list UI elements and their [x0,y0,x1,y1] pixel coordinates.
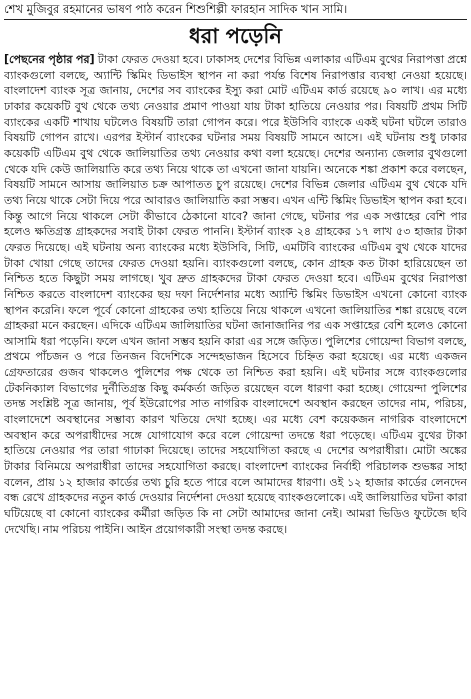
previous-article-tail: শেখ মুজিবুর রহমানের ভাষণ পাঠ করেন শিশুশিল্পী ফারহান সাদিক খান সামি। [4,2,348,16]
article-text: টাকা ফেরত দেওয়া হবে। ঢাকাসহ দেশের বিভিন্ন এলাকার এটিএম বুথের নিরাপত্তা প্রশ্নে ব্যাংকগুলো বলছে, অ্যান্টি স্কিমিং ডিভাইস স্থাপন না করা পর্যন্ত বিশেষ নিরাপত্তার ব্যবস্থা নেওয়া হয়েছে। বাংলাদেশ ব্যাংক সূত্র জানায়, দেশের সব ব্যাংকের ইস্যু করা মোট এটিএম কার্ড রয়েছে ৯০ লাখ। এর মধ্যে ঢাকার কয়েকটি বুথ থেকে তথ্য নেওয়ার প্রমাণ পাওয়া যায় টাকা হাতিয়ে নেওয়ার পর। বিষয়টি প্রথম সিটি ব্যাংকের একটি শাখায় ঘটলেও বিষয়টি তারা গোপন করে। পরে ইউসিবি ব্যাংকে একই ঘটনা ঘটলে তারাও বিষয়টি গোপন রাখে। এরপর ইস্টার্ন ব্যাংকের ঘটনার সময় বিষয়টি সামনে আসে। এই ঘটনায় শুধু ঢাকার কয়েকটি এটিএম বুথ থেকে জালিয়াতির তথ্য নেওয়ার কথা বলা হয়েছে। দেশের অন্যান্য জেলার বুথগুলো থেকে যদি কেউ জালিয়াতি করে তথ্য নিয়ে থাকে তা এখনো জানা যায়নি। অনেকে শঙ্কা প্রকাশ করে বলছেন, বিষয়টি সামনে আসায় জালিয়াত চক্র আপাতত চুপ রয়েছে। দেশের বিভিন্ন জেলার এটিএম বুথ থেকে যদি তথ্য নিয়ে থাকে সেটা দিয়ে পরে আবারও জালিয়াতি করা সম্ভব। এখন এন্টি স্কিমিং ডিভাইস স্থাপন করা হবে। কিন্তু আগে নিয়ে থাকলে সেটা কীভাবে ঠেকানো যাবে? জানা গেছে, ঘটনার পর এক সপ্তাহের বেশি পার হলেও ক্ষতিগ্রস্ত গ্রাহকদের সবাই টাকা ফেরত পাননি। ইস্টার্ন ব্যাংক ২৪ গ্রাহকের ১৭ লাখ ৫৩ হাজার টাকা ফেরত দিয়েছে। এই ঘটনায় অন্য ব্যাংকের মধ্যে ইউসিবি, সিটি, এমটিবি ব্যাংকের এটিএম বুথ থেকে যাদের টাকা খোয়া গেছে তাদের ফেরত দেওয়া হয়নি। ব্যাংকগুলো বলছে, কোন গ্রাহক কত টাকা হারিয়েছেন তা নিশ্চিত হতে কিছুটা সময় লাগছে। খুব দ্রুত গ্রাহকদের টাকা ফেরত দেওয়া হবে। এটিএম বুথের নিরাপত্তা নিশ্চিত করতে বাংলাদেশ ব্যাংকের ছয় দফা নির্দেশনার মধ্যে অ্যান্টি স্কিমিং ডিভাইস এখনো কোনো ব্যাংক স্থাপন করেনি। ফলে পূর্বে কোনো গ্রাহকের তথ্য হাতিয়ে নিয়ে থাকলে এখনো জালিয়াতির শঙ্কা রয়েছে বলে গ্রাহকরা মনে করছেন। এদিকে এটিএম জালিয়াতির ঘটনা জানাজানির পর এক সপ্তাহের বেশি হলেও কোনো আসামি ধরা পড়েনি। ফলে এখন জানা সম্ভব হয়নি কারা এর সঙ্গে জড়িত। পুলিশের গোয়েন্দা বিভাগ বলছে, প্রথমে পাঁচজন ও পরে তিনজন বিদেশিকে সন্দেহভাজন হিসেবে চিহ্নিত করা হয়েছে। এর মধ্যে একজন গ্রেফতারের গুজব থাকলেও পুলিশের পক্ষ থেকে তা নিশ্চিত করা হয়নি। এই ঘটনার সঙ্গে ব্যাংকগুলোর টেকনিক্যাল বিভাগের দুর্নীতিগ্রস্ত কিছু কর্মকর্তা জড়িত রয়েছেন বলে ধারণা করা হচ্ছে। গোয়েন্দা পুলিশের তদন্ত সংশ্লিষ্ট সূত্র জানায়, পূর্ব ইউরোপের সাত নাগরিক বাংলাদেশে অবস্থান করছেন তাদের নাম, পরিচয়, বাংলাদেশে অবস্থানের সম্ভাব্য কারণ খতিয়ে দেখা হচ্ছে। এর মধ্যে বেশ কয়েকজন নাগরিক বাংলাদেশে অবস্থান করে অপরাধীদের সঙ্গে যোগাযোগ করে বলে গোয়েন্দা তদন্তে ধরা পড়েছে। এটিএম বুথের টাকা হাতিয়ে নেওয়ার পর তারা গাঢাকা দিয়েছে। তাদের সহযোগিতা করছে এ দেশের অপরাধীরা। মোটা অঙ্কের টাকার বিনিময়ে অপরাধীরা তাদের সহযোগিতা করছে। বাংলাদেশ ব্যাংকের নির্বাহী পরিচালক শুভঙ্কর সাহা বলেন, প্রায় ১২ হাজার কার্ডের তথ্য চুরি হতে পারে বলে আমাদের ধারণা। ওই ১২ হাজার কার্ডের লেনদেন বন্ধ রেখে গ্রাহকদের নতুন কার্ড দেওয়ার নির্দেশনা দেওয়া হয়েছে ব্যাংকগুলোকে। এই জালিয়াতির ঘটনা কারা ঘটিয়েছে বা কোনো ব্যাংকের কর্মীরা জড়িত কি না সেটা আমাদের জানা নেই। আমরা ভিডিও ফুটেজে ছবি দেখেছি। নাম পরিচয় পাইনি। আইন প্রয়োগকারী সংস্থা তদন্ত করছে। [4,53,467,536]
headline: ধরা পড়েনি [189,24,282,48]
continuation-tag: [পেছনের পৃষ্ঠার পর] [4,53,95,66]
section-divider [4,19,467,20]
article-body [4,52,467,692]
